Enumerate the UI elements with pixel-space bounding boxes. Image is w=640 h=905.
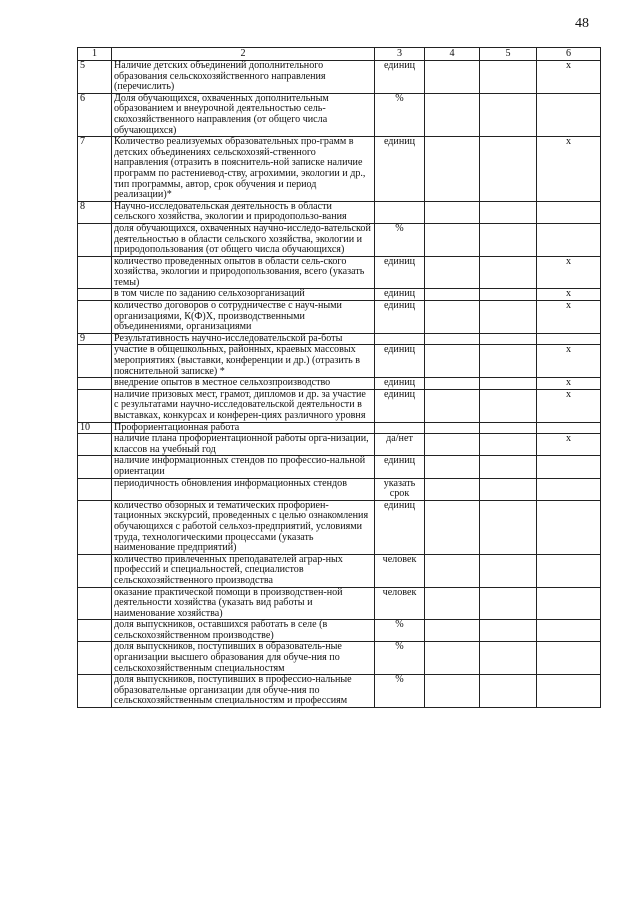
row-number-cell: 8 (78, 201, 112, 223)
value-cell-4 (425, 422, 480, 434)
value-cell-5 (480, 456, 537, 478)
value-cell-5 (480, 256, 537, 289)
value-cell-4 (425, 620, 480, 642)
header-cell: 6 (537, 48, 601, 61)
value-cell-6: x (537, 137, 601, 202)
table-row (78, 500, 601, 554)
unit-cell: человек (375, 587, 425, 620)
value-cell-6 (537, 500, 601, 554)
unit-cell: % (375, 642, 425, 675)
value-cell-4 (425, 587, 480, 620)
indicator-text-cell: участие в общешкольных, районных, краевых массовых мероприятиях (выставки, конференции и др.) (отразить в пояснительной записке) * (112, 345, 375, 378)
value-cell-5 (480, 93, 537, 136)
row-number-cell (78, 675, 112, 708)
unit-cell: единиц (375, 456, 425, 478)
indicator-text-cell: Наличие детских объединений дополнительного образования сельскохозяйственного направления (перечислить) (112, 61, 375, 94)
table-row (78, 61, 601, 94)
value-cell-4 (425, 456, 480, 478)
indicator-text-cell: периодичность обновления информационных стендов (112, 478, 375, 500)
table-row (78, 554, 601, 587)
value-cell-4 (425, 642, 480, 675)
value-cell-4 (425, 289, 480, 301)
indicator-text-cell: наличие плана профориентационной работы орга-низации, классов на учебный год (112, 434, 375, 456)
value-cell-5 (480, 223, 537, 256)
table-row (78, 378, 601, 390)
row-number-cell: 10 (78, 422, 112, 434)
row-number-cell: 6 (78, 93, 112, 136)
table-row (78, 587, 601, 620)
table-row (78, 333, 601, 345)
unit-cell: % (375, 93, 425, 136)
unit-cell: человек (375, 554, 425, 587)
row-number-cell: 9 (78, 333, 112, 345)
value-cell-5 (480, 301, 537, 334)
value-cell-4 (425, 434, 480, 456)
unit-cell: указать срок (375, 478, 425, 500)
value-cell-6: x (537, 434, 601, 456)
unit-cell: единиц (375, 345, 425, 378)
value-cell-4 (425, 61, 480, 94)
header-cell: 1 (78, 48, 112, 61)
indicator-text-cell: Научно-исследовательская деятельность в области сельского хозяйства, экологии и природопользо-вания (112, 201, 375, 223)
value-cell-4 (425, 554, 480, 587)
row-number-cell (78, 500, 112, 554)
indicator-text-cell: наличие призовых мест, грамот, дипломов и др. за участие с результатами научно-исследовательской деятельности в выставках, конкурсах и конферен-циях различного уровня (112, 389, 375, 422)
value-cell-4 (425, 675, 480, 708)
indicator-text-cell: Доля обучающихся, охваченных дополнительным образованием и внеурочной деятельностью сель-скохозяйственного направления (от общего числа обучающихся) (112, 93, 375, 136)
value-cell-6: x (537, 389, 601, 422)
indicator-text-cell: Профориентационная работа (112, 422, 375, 434)
value-cell-4 (425, 93, 480, 136)
value-cell-6 (537, 422, 601, 434)
value-cell-6 (537, 587, 601, 620)
value-cell-5 (480, 137, 537, 202)
unit-cell (375, 422, 425, 434)
value-cell-5 (480, 675, 537, 708)
table-row (78, 389, 601, 422)
value-cell-5 (480, 620, 537, 642)
unit-cell: % (375, 620, 425, 642)
header-cell: 4 (425, 48, 480, 61)
table-row (78, 301, 601, 334)
value-cell-6 (537, 333, 601, 345)
table-row (78, 620, 601, 642)
table-row (78, 137, 601, 202)
value-cell-4 (425, 256, 480, 289)
header-cell: 3 (375, 48, 425, 61)
value-cell-6: x (537, 61, 601, 94)
row-number-cell: 7 (78, 137, 112, 202)
header-cell: 2 (112, 48, 375, 61)
value-cell-6: x (537, 289, 601, 301)
indicator-text-cell: доля выпускников, поступивших в образователь-ные организации высшего образования для обуче-ния по сельскохозяйственным специальностям (112, 642, 375, 675)
table-row (78, 675, 601, 708)
value-cell-6: x (537, 256, 601, 289)
table-row (78, 434, 601, 456)
table-row (78, 93, 601, 136)
indicator-text-cell: оказание практической помощи в производствен-ной деятельности хозяйства (указать вид работы и наименование хозяйства) (112, 587, 375, 620)
value-cell-5 (480, 587, 537, 620)
row-number-cell (78, 456, 112, 478)
value-cell-6 (537, 554, 601, 587)
value-cell-6 (537, 478, 601, 500)
row-number-cell (78, 289, 112, 301)
indicator-text-cell: Результативность научно-исследовательской ра-боты (112, 333, 375, 345)
value-cell-6 (537, 642, 601, 675)
value-cell-4 (425, 378, 480, 390)
unit-cell: единиц (375, 256, 425, 289)
value-cell-5 (480, 378, 537, 390)
value-cell-6: x (537, 301, 601, 334)
indicator-text-cell: наличие информационных стендов по профессио-нальной ориентации (112, 456, 375, 478)
table-header-row (78, 48, 601, 61)
indicator-text-cell: внедрение опытов в местное сельхозпроизводство (112, 378, 375, 390)
indicator-text-cell: доля обучающихся, охваченных научно-исследо-вательской деятельностью в области сельского хозяйства, экологии и природопользования (от общего числа обучающихся) (112, 223, 375, 256)
row-number-cell (78, 256, 112, 289)
value-cell-6 (537, 201, 601, 223)
indicator-text-cell: Количество реализуемых образовательных про-грамм в детских объединениях сельскохозяй-ственного направления (отразить в пояснитель-ной записке наличие программ по растениевод-ству, агрохимии, экологии и др., тип программы, автор, срок обучения и период реализации)* (112, 137, 375, 202)
value-cell-5 (480, 422, 537, 434)
value-cell-4 (425, 345, 480, 378)
indicator-text-cell: доля выпускников, оставшихся работать в селе (в сельскохозяйственном производстве) (112, 620, 375, 642)
table-row (78, 422, 601, 434)
indicator-text-cell: количество обзорных и тематических профориен-тационных экскурсий, проведенных с целью ознакомления обучающихся с работой сельхоз-предприятий, условиями труда, технологическими процессами (указать наименование предприятий) (112, 500, 375, 554)
unit-cell: единиц (375, 389, 425, 422)
table-row (78, 223, 601, 256)
page-number: 48 (575, 16, 589, 31)
unit-cell: % (375, 675, 425, 708)
indicator-text-cell: в том числе по заданию сельхозорганизаций (112, 289, 375, 301)
value-cell-5 (480, 642, 537, 675)
value-cell-6 (537, 620, 601, 642)
value-cell-4 (425, 223, 480, 256)
unit-cell: да/нет (375, 434, 425, 456)
value-cell-6 (537, 456, 601, 478)
indicator-table (77, 47, 601, 708)
value-cell-5 (480, 61, 537, 94)
row-number-cell (78, 389, 112, 422)
unit-cell: единиц (375, 301, 425, 334)
row-number-cell (78, 642, 112, 675)
value-cell-6 (537, 223, 601, 256)
row-number-cell (78, 378, 112, 390)
value-cell-4 (425, 301, 480, 334)
unit-cell: % (375, 223, 425, 256)
value-cell-4 (425, 137, 480, 202)
unit-cell: единиц (375, 61, 425, 94)
row-number-cell (78, 554, 112, 587)
row-number-cell (78, 301, 112, 334)
table-row (78, 456, 601, 478)
value-cell-6 (537, 93, 601, 136)
value-cell-5 (480, 500, 537, 554)
row-number-cell (78, 587, 112, 620)
value-cell-5 (480, 478, 537, 500)
header-cell: 5 (480, 48, 537, 61)
value-cell-4 (425, 500, 480, 554)
indicator-text-cell: доля выпускников, поступивших в профессио-нальные образовательные организации для обуче-ния по сельскохозяйственным специальностям и профессиям (112, 675, 375, 708)
unit-cell (375, 333, 425, 345)
indicator-text-cell: количество договоров о сотрудничестве с науч-ными организациями, К(Ф)Х, производственными объединениями, организациями (112, 301, 375, 334)
value-cell-4 (425, 389, 480, 422)
table-row (78, 345, 601, 378)
table-row (78, 201, 601, 223)
row-number-cell (78, 345, 112, 378)
value-cell-6 (537, 675, 601, 708)
value-cell-5 (480, 554, 537, 587)
value-cell-5 (480, 333, 537, 345)
table-row (78, 289, 601, 301)
unit-cell: единиц (375, 289, 425, 301)
value-cell-6: x (537, 345, 601, 378)
value-cell-5 (480, 389, 537, 422)
value-cell-6: x (537, 378, 601, 390)
value-cell-5 (480, 289, 537, 301)
unit-cell: единиц (375, 378, 425, 390)
value-cell-5 (480, 345, 537, 378)
unit-cell (375, 201, 425, 223)
row-number-cell (78, 478, 112, 500)
unit-cell: единиц (375, 500, 425, 554)
value-cell-4 (425, 478, 480, 500)
row-number-cell (78, 434, 112, 456)
row-number-cell (78, 620, 112, 642)
table-row (78, 478, 601, 500)
table-row (78, 256, 601, 289)
value-cell-4 (425, 201, 480, 223)
row-number-cell (78, 223, 112, 256)
indicator-text-cell: количество привлеченных преподавателей аграр-ных профессий и специальностей, специалистов сельскохозяйственного производства (112, 554, 375, 587)
table-row (78, 642, 601, 675)
indicator-text-cell: количество проведенных опытов в области сель-ского хозяйства, экологии и природопользования, всего (указать темы) (112, 256, 375, 289)
row-number-cell: 5 (78, 61, 112, 94)
value-cell-4 (425, 333, 480, 345)
value-cell-5 (480, 201, 537, 223)
value-cell-5 (480, 434, 537, 456)
unit-cell: единиц (375, 137, 425, 202)
